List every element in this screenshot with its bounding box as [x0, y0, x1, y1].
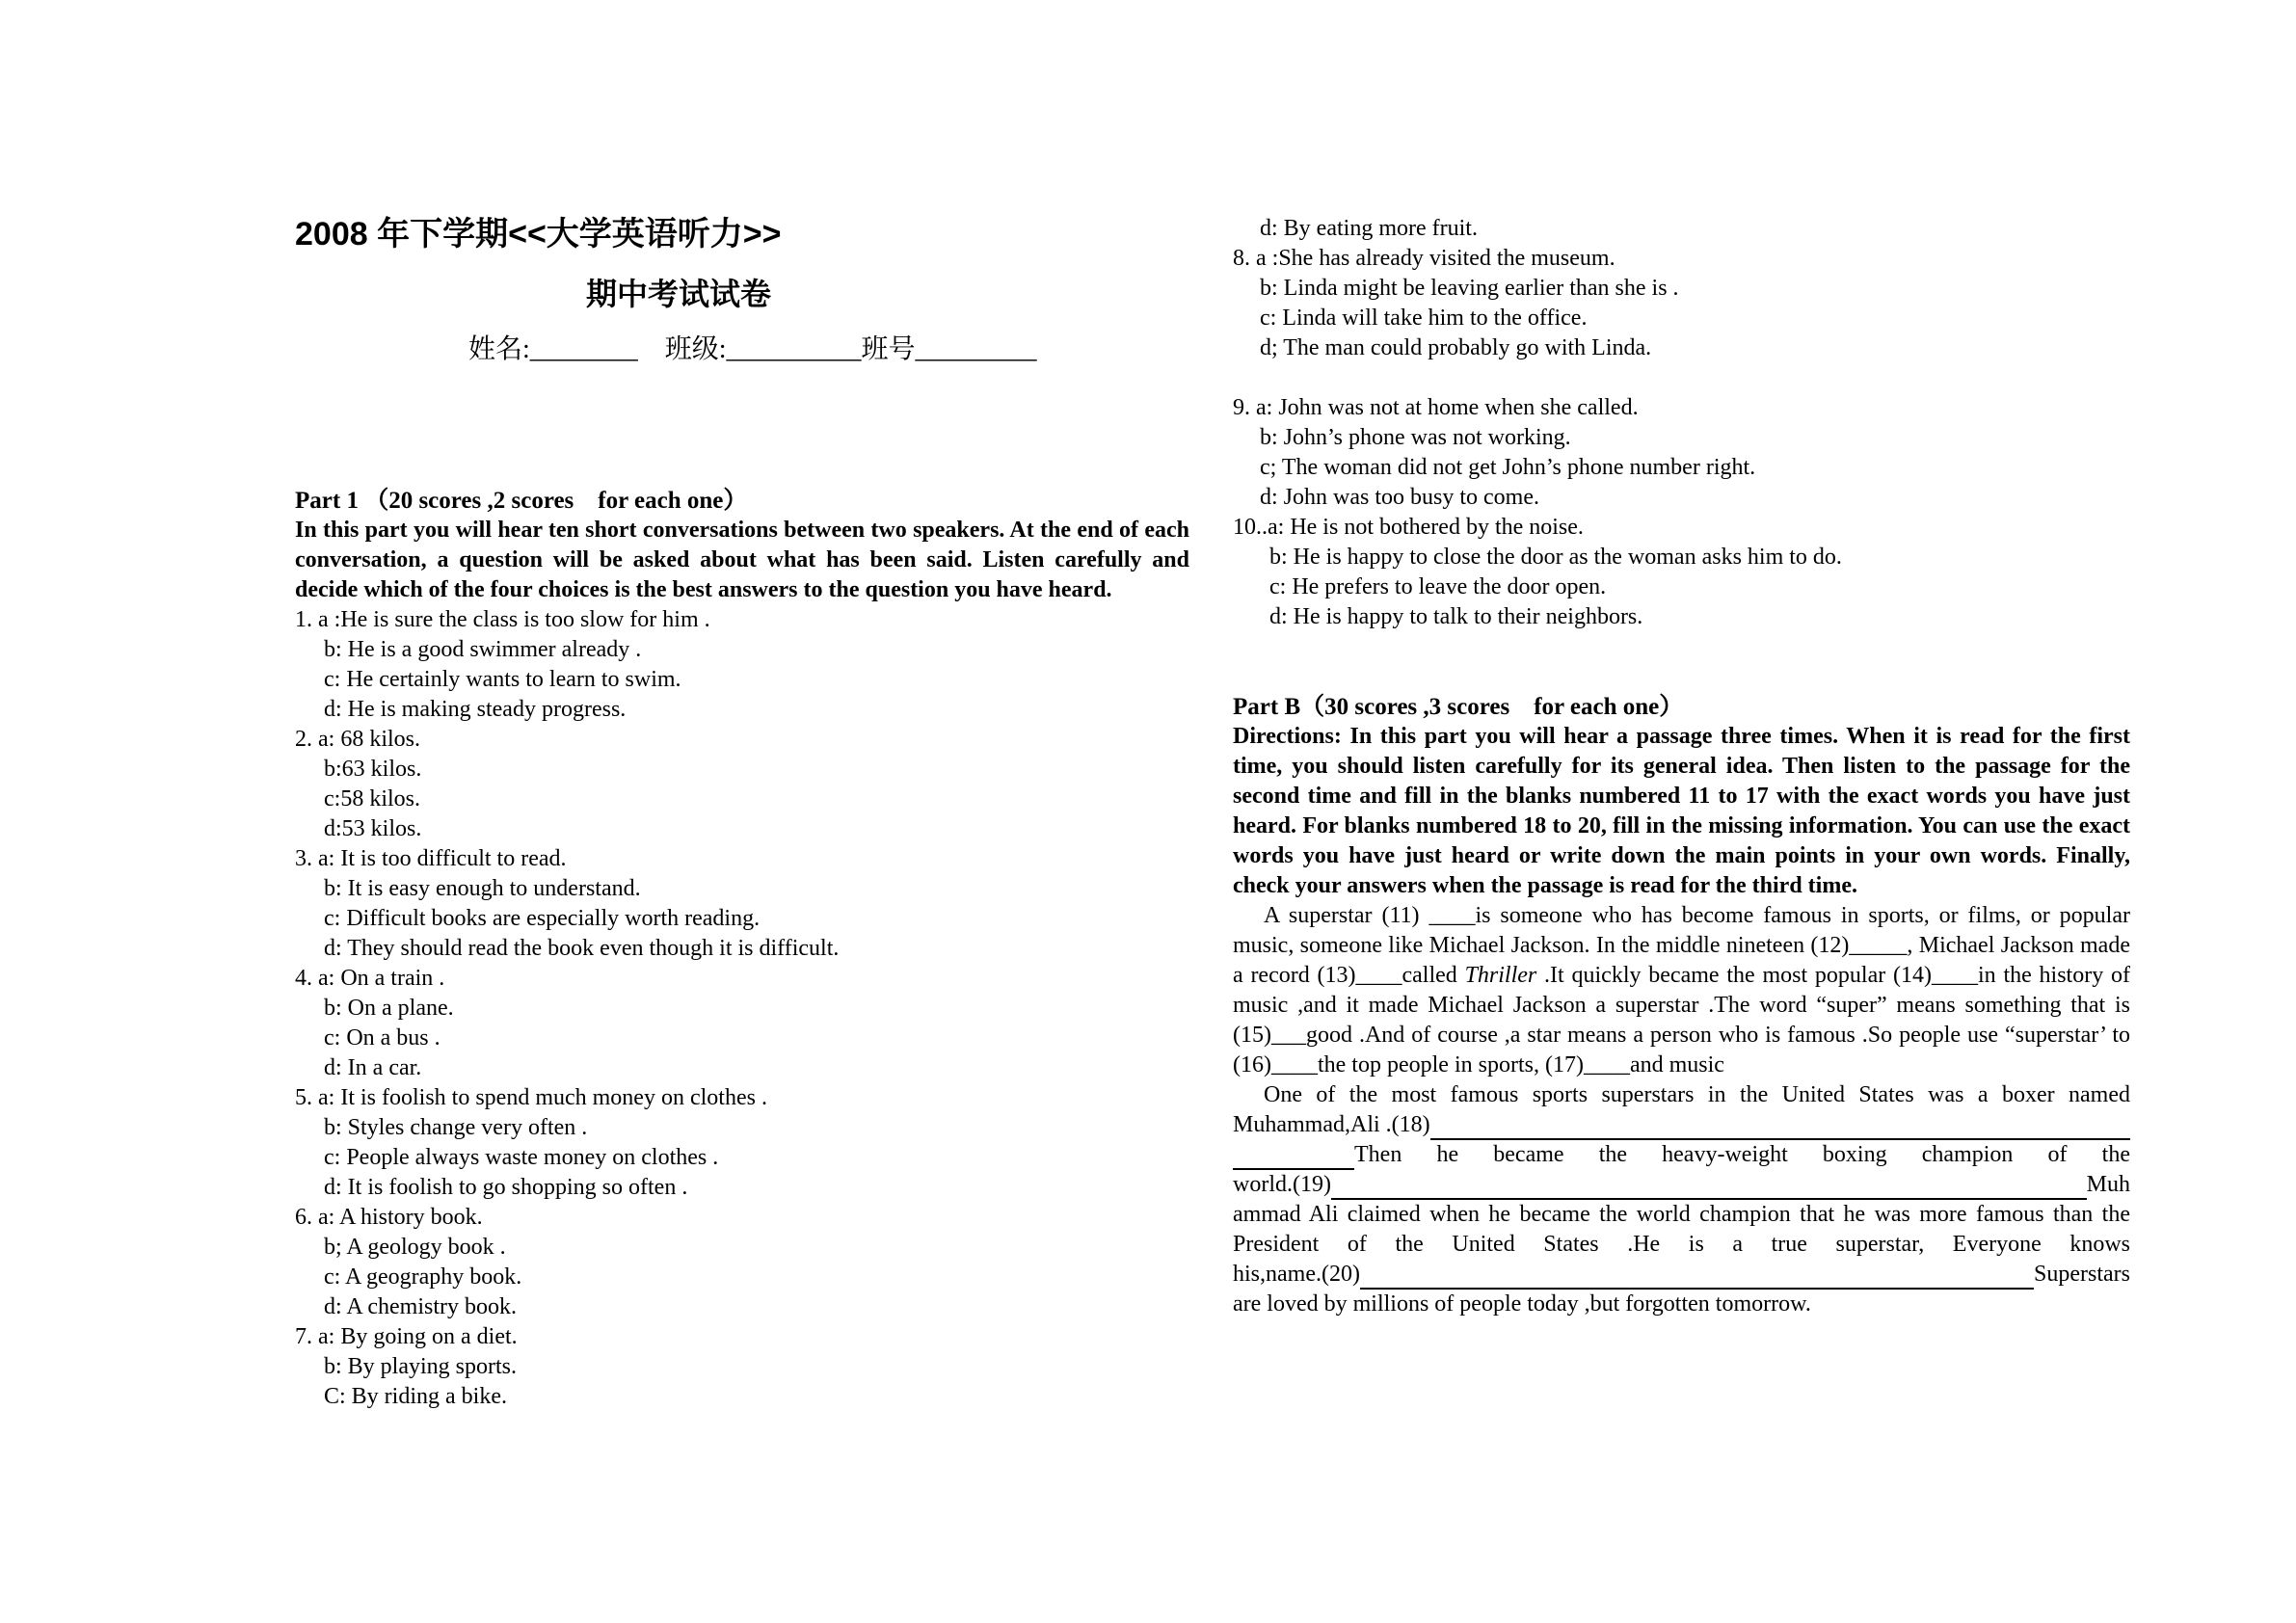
- question-line: 5. a: It is foolish to spend much money on clothes .: [295, 1085, 767, 1110]
- option-line: c: Linda will take him to the office.: [1260, 306, 1588, 331]
- passage-line: (16)____the top people in sports, (17)____and music: [1233, 1052, 1724, 1078]
- option-line: c: He prefers to leave the door open.: [1269, 574, 1607, 599]
- option-line: b:63 kilos.: [324, 757, 422, 782]
- spacer: [1233, 632, 2130, 692]
- option-line: b: Styles change very often .: [324, 1115, 588, 1140]
- passage-line: ammad Ali claimed when he became the world champion that he was more famous than the: [1233, 1202, 2130, 1227]
- passage-line: are loved by millions of people today ,but forgotten tomorrow.: [1233, 1291, 1811, 1317]
- blank-line-19: [1331, 1174, 2087, 1200]
- option-line: c: On a bus .: [324, 1025, 441, 1051]
- option-line: c: People always waste money on clothes .: [324, 1145, 719, 1170]
- option-line: c: Difficult books are especially worth reading.: [324, 906, 761, 931]
- option-line: b: It is easy enough to understand.: [324, 876, 641, 901]
- passage-line: [1233, 961, 2130, 991]
- passage-line: [1233, 1170, 2130, 1200]
- partb-directions-line: heard. For blanks numbered 18 to 20, fill in the missing information. You can use the exact: [1233, 813, 2130, 838]
- option-line: C: By riding a bike.: [324, 1384, 507, 1409]
- spacer: [1233, 363, 2130, 393]
- option-line: d: In a car.: [324, 1055, 422, 1080]
- passage-text: Superstars: [2034, 1262, 2130, 1287]
- passage-line: [1233, 1110, 2130, 1140]
- passage-text: a record (13)____called: [1233, 963, 1465, 988]
- passage-line: (15)___good .And of course ,a star means a person who is famous .So people use “superstar’ to: [1233, 1023, 2130, 1048]
- option-line: b: Linda might be leaving earlier than she is .: [1260, 276, 1679, 301]
- passage-text: his,name.(20): [1233, 1262, 1360, 1287]
- passage-line: President of the United States .He is a true superstar, Everyone knows: [1233, 1232, 2130, 1257]
- exam-title: 2008 年下学期<<大学英语听力>>: [295, 216, 782, 253]
- option-line: b; A geology book .: [324, 1235, 506, 1260]
- passage-text: world.(19): [1233, 1172, 1331, 1197]
- option-line: d:53 kilos.: [324, 816, 422, 841]
- name-class-number-line: 姓名:________ 班级:__________班号_________: [468, 334, 1037, 364]
- option-line: d: By eating more fruit.: [1260, 216, 1478, 241]
- partb-directions-line: second time and fill in the blanks numbered 11 to 17 with the exact words you have just: [1233, 784, 2130, 809]
- blank-line-continuation: [1233, 1144, 1354, 1170]
- passage-line: A superstar (11) ____is someone who has become famous in sports, or films, or popular: [1264, 903, 2130, 928]
- partb-directions-line: time, you should listen carefully for its general idea. Then listen to the passage for the: [1233, 754, 2130, 779]
- option-line: b: He is a good swimmer already .: [324, 637, 642, 662]
- right-column: [1233, 214, 2130, 1319]
- passage-line: One of the most famous sports superstars in the United States was a boxer named: [1264, 1082, 2130, 1107]
- part1-instructions-line: decide which of the four choices is the best answers to the question you have heard.: [295, 577, 1112, 602]
- question-line: 9. a: John was not at home when she called.: [1233, 395, 1639, 420]
- option-line: d; The man could probably go with Linda.: [1260, 335, 1652, 360]
- question-line: 7. a: By going on a diet.: [295, 1324, 518, 1349]
- passage-italic-title: Thriller: [1464, 963, 1537, 988]
- option-line: d: They should read the book even though it is difficult.: [324, 936, 840, 961]
- partb-directions-line: check your answers when the passage is read for the third time.: [1233, 873, 1857, 898]
- option-line: d: It is foolish to go shopping so often .: [324, 1175, 688, 1200]
- passage-text: Muhammad,Ali .(18): [1233, 1112, 1430, 1137]
- question-line: 4. a: On a train .: [295, 966, 445, 991]
- part1-instructions-line: conversation, a question will be asked about what has been said. Listen carefully and: [295, 547, 1189, 572]
- exam-subtitle: 期中考试试卷: [586, 277, 772, 311]
- passage-line: music, someone like Michael Jackson. In the middle nineteen (12)_____, Michael Jackson made: [1233, 933, 2130, 958]
- option-line: b: On a plane.: [324, 996, 454, 1021]
- option-line: c: A geography book.: [324, 1264, 522, 1290]
- option-line: c; The woman did not get John’s phone number right.: [1260, 455, 1756, 480]
- option-line: b: John’s phone was not working.: [1260, 425, 1571, 450]
- left-column: [295, 217, 1189, 1412]
- passage-text: Muh: [2086, 1172, 2130, 1197]
- passage-line: music ,and it made Michael Jackson a superstar .The word “super” means something that is: [1233, 993, 2130, 1018]
- partb-heading: Part B（30 scores ,3 scores for each one）: [1233, 694, 1684, 720]
- question-line: 3. a: It is too difficult to read.: [295, 846, 567, 871]
- option-line: b: He is happy to close the door as the woman asks him to do.: [1269, 545, 1842, 570]
- blank-line-18: [1430, 1114, 2130, 1140]
- option-line: d: A chemistry book.: [324, 1294, 517, 1319]
- question-line: 6. a: A history book.: [295, 1205, 483, 1230]
- partb-directions-line: words you have just heard or write down the main points in your own words. Finally,: [1233, 843, 2130, 868]
- question-line: 8. a :She has already visited the museum.: [1233, 246, 1615, 271]
- passage-line: [1233, 1140, 2130, 1170]
- passage-text: .It quickly became the most popular (14)____in the history of: [1536, 963, 2130, 988]
- question-line: 2. a: 68 kilos.: [295, 727, 420, 752]
- part1-heading: Part 1 （20 scores ,2 scores for each one）: [295, 488, 748, 514]
- option-line: d: He is happy to talk to their neighbors.: [1269, 604, 1643, 629]
- option-line: d: He is making steady progress.: [324, 697, 627, 722]
- question-line: 10..a: He is not bothered by the noise.: [1233, 515, 1584, 540]
- passage-line: [1233, 1260, 2130, 1290]
- part1-instructions-line: In this part you will hear ten short conversations between two speakers. At the end of each: [295, 518, 1189, 543]
- question-line: 1. a :He is sure the class is too slow for him .: [295, 607, 710, 632]
- option-line: c: He certainly wants to learn to swim.: [324, 667, 681, 692]
- partb-directions-line: Directions: In this part you will hear a passage three times. When it is read for the first: [1233, 724, 2130, 749]
- blank-line-20: [1360, 1264, 2034, 1290]
- passage-text: Then he became the heavy-weight boxing champion of the: [1354, 1142, 2130, 1167]
- option-line: d: John was too busy to come.: [1260, 485, 1539, 510]
- option-line: c:58 kilos.: [324, 786, 420, 812]
- option-line: b: By playing sports.: [324, 1354, 518, 1379]
